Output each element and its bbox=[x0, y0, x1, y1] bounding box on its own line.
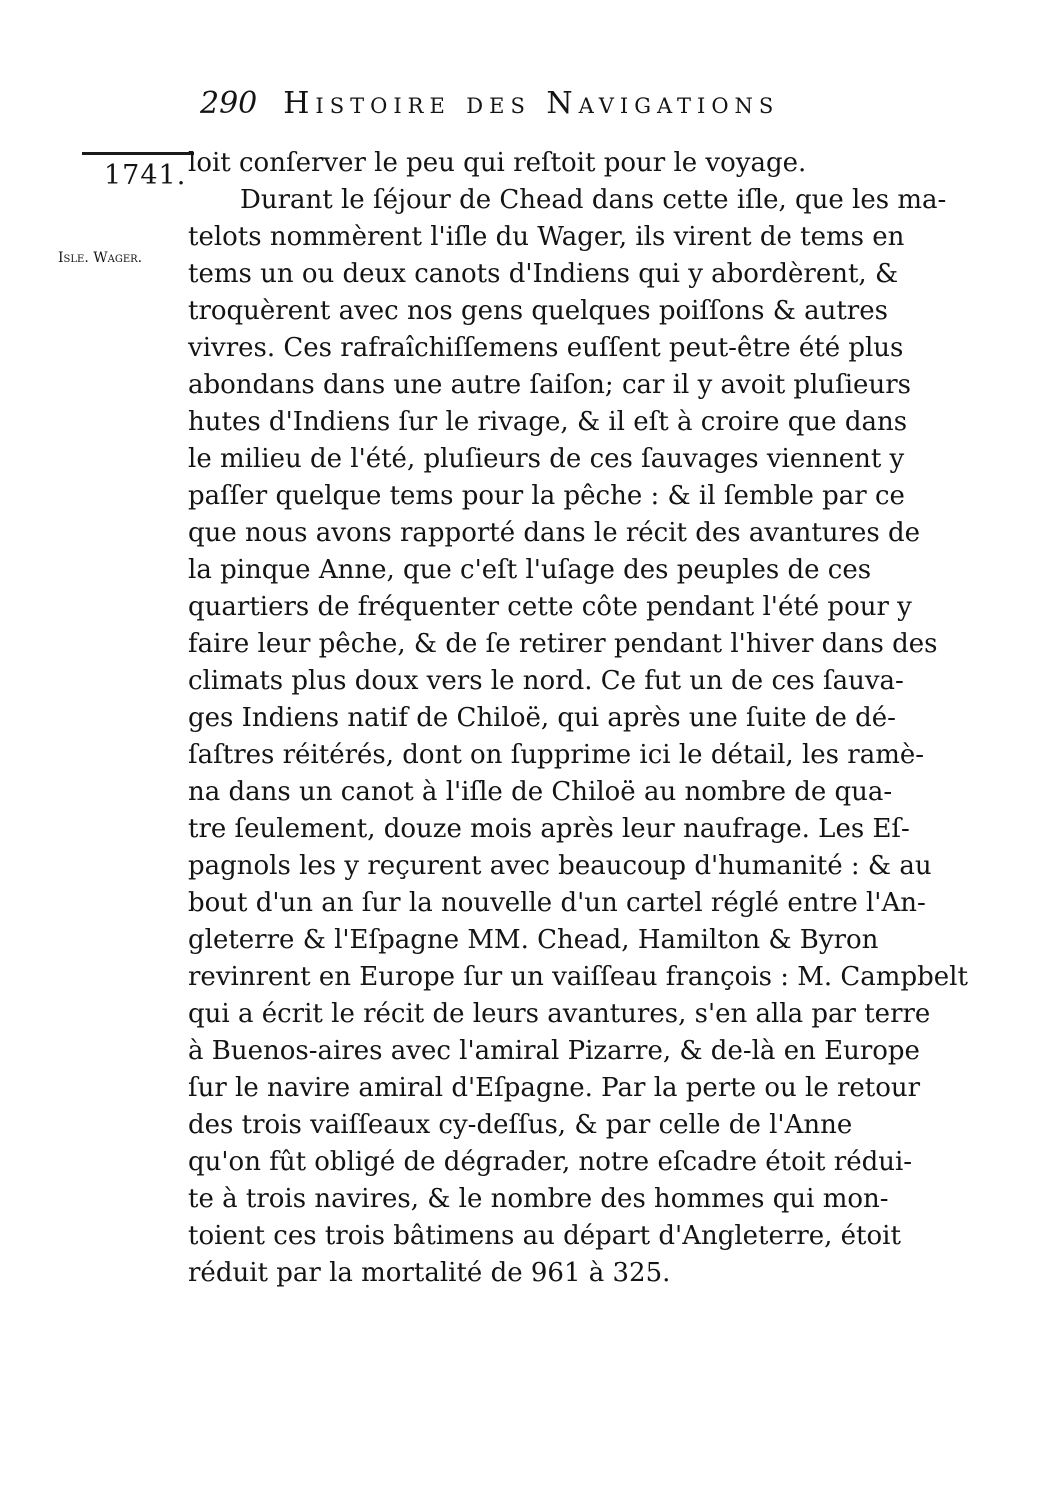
text-line: réduit par la mortalité de 961 à 325. bbox=[188, 1258, 671, 1288]
text-line: paſſer quelque tems pour la pêche : & il ſemble par ce bbox=[188, 481, 905, 511]
text-line: ges Indiens natif de Chiloë, qui après une ſuite de dé- bbox=[188, 703, 896, 733]
text-line: tems un ou deux canots d'Indiens qui y abordèrent, & bbox=[188, 259, 899, 289]
running-title: Histoire des Navigations bbox=[283, 86, 780, 121]
text-line: la pinque Anne, que c'eſt l'uſage des peuples de ces bbox=[188, 555, 872, 585]
text-line: ſur le navire amiral d'Eſpagne. Par la perte ou le retour bbox=[188, 1073, 921, 1103]
text-line: ſaſtres réitérés, dont on ſupprime ici le détail, les ramè- bbox=[188, 740, 925, 770]
text-line: à Buenos-aires avec l'amiral Pizarre, & de-là en Europe bbox=[188, 1036, 920, 1066]
text-line: pagnols les y reçurent avec beaucoup d'humanité : & au bbox=[188, 851, 932, 881]
text-line: climats plus doux vers le nord. Ce fut un de ces ſauva- bbox=[188, 666, 904, 696]
text-line: toient ces trois bâtimens au départ d'Angleterre, étoit bbox=[188, 1221, 901, 1251]
margin-note: Isle. Wager. bbox=[58, 250, 143, 266]
page-header bbox=[200, 86, 980, 136]
text-line: faire leur pêche, & de ſe retirer pendant l'hiver dans des bbox=[188, 629, 938, 659]
margin-rule bbox=[82, 152, 194, 155]
page-number: 290 bbox=[200, 86, 258, 121]
text-line: hutes d'Indiens ſur le rivage, & il eſt à croire que dans bbox=[188, 407, 908, 437]
body-text bbox=[188, 145, 1003, 1292]
text-line: des trois vaiſſeaux cy-deſſus, & par celle de l'Anne bbox=[188, 1110, 853, 1140]
text-line: tre ſeulement, douze mois après leur naufrage. Les Eſ- bbox=[188, 814, 910, 844]
text-line: te à trois navires, & le nombre des hommes qui mon- bbox=[188, 1184, 889, 1214]
text-line: gleterre & l'Eſpagne MM. Chead, Hamilton & Byron bbox=[188, 925, 879, 955]
text-line: loit conſerver le peu qui reſtoit pour le voyage. bbox=[188, 148, 807, 178]
text-line: que nous avons rapporté dans le récit des avantures de bbox=[188, 518, 920, 548]
text-line: telots nommèrent l'iſle du Wager, ils virent de tems en bbox=[188, 222, 905, 252]
text-line: troquèrent avec nos gens quelques poiſſons & autres bbox=[188, 296, 888, 326]
margin-year: 1741. bbox=[104, 160, 187, 191]
text-line: vivres. Ces rafraîchiſſemens euſſent peut-être été plus bbox=[188, 333, 904, 363]
text-line: qui a écrit le récit de leurs avantures, s'en alla par terre bbox=[188, 999, 931, 1029]
text-line: Durant le ſéjour de Chead dans cette iſle, que les ma- bbox=[240, 185, 947, 215]
text-line: quartiers de fréquenter cette côte pendant l'été pour y bbox=[188, 592, 912, 622]
text-line: qu'on fût obligé de dégrader, notre eſcadre étoit rédui- bbox=[188, 1147, 913, 1177]
text-line: abondans dans une autre ſaiſon; car il y avoit pluſieurs bbox=[188, 370, 911, 400]
text-line: revinrent en Europe ſur un vaiſſeau françois : M. Campbelt bbox=[188, 962, 968, 992]
text-line: le milieu de l'été, pluſieurs de ces ſauvages viennent y bbox=[188, 444, 905, 474]
text-line: bout d'un an ſur la nouvelle d'un cartel réglé entre l'An- bbox=[188, 888, 926, 918]
text-line: na dans un canot à l'iſle de Chiloë au nombre de qua- bbox=[188, 777, 893, 807]
